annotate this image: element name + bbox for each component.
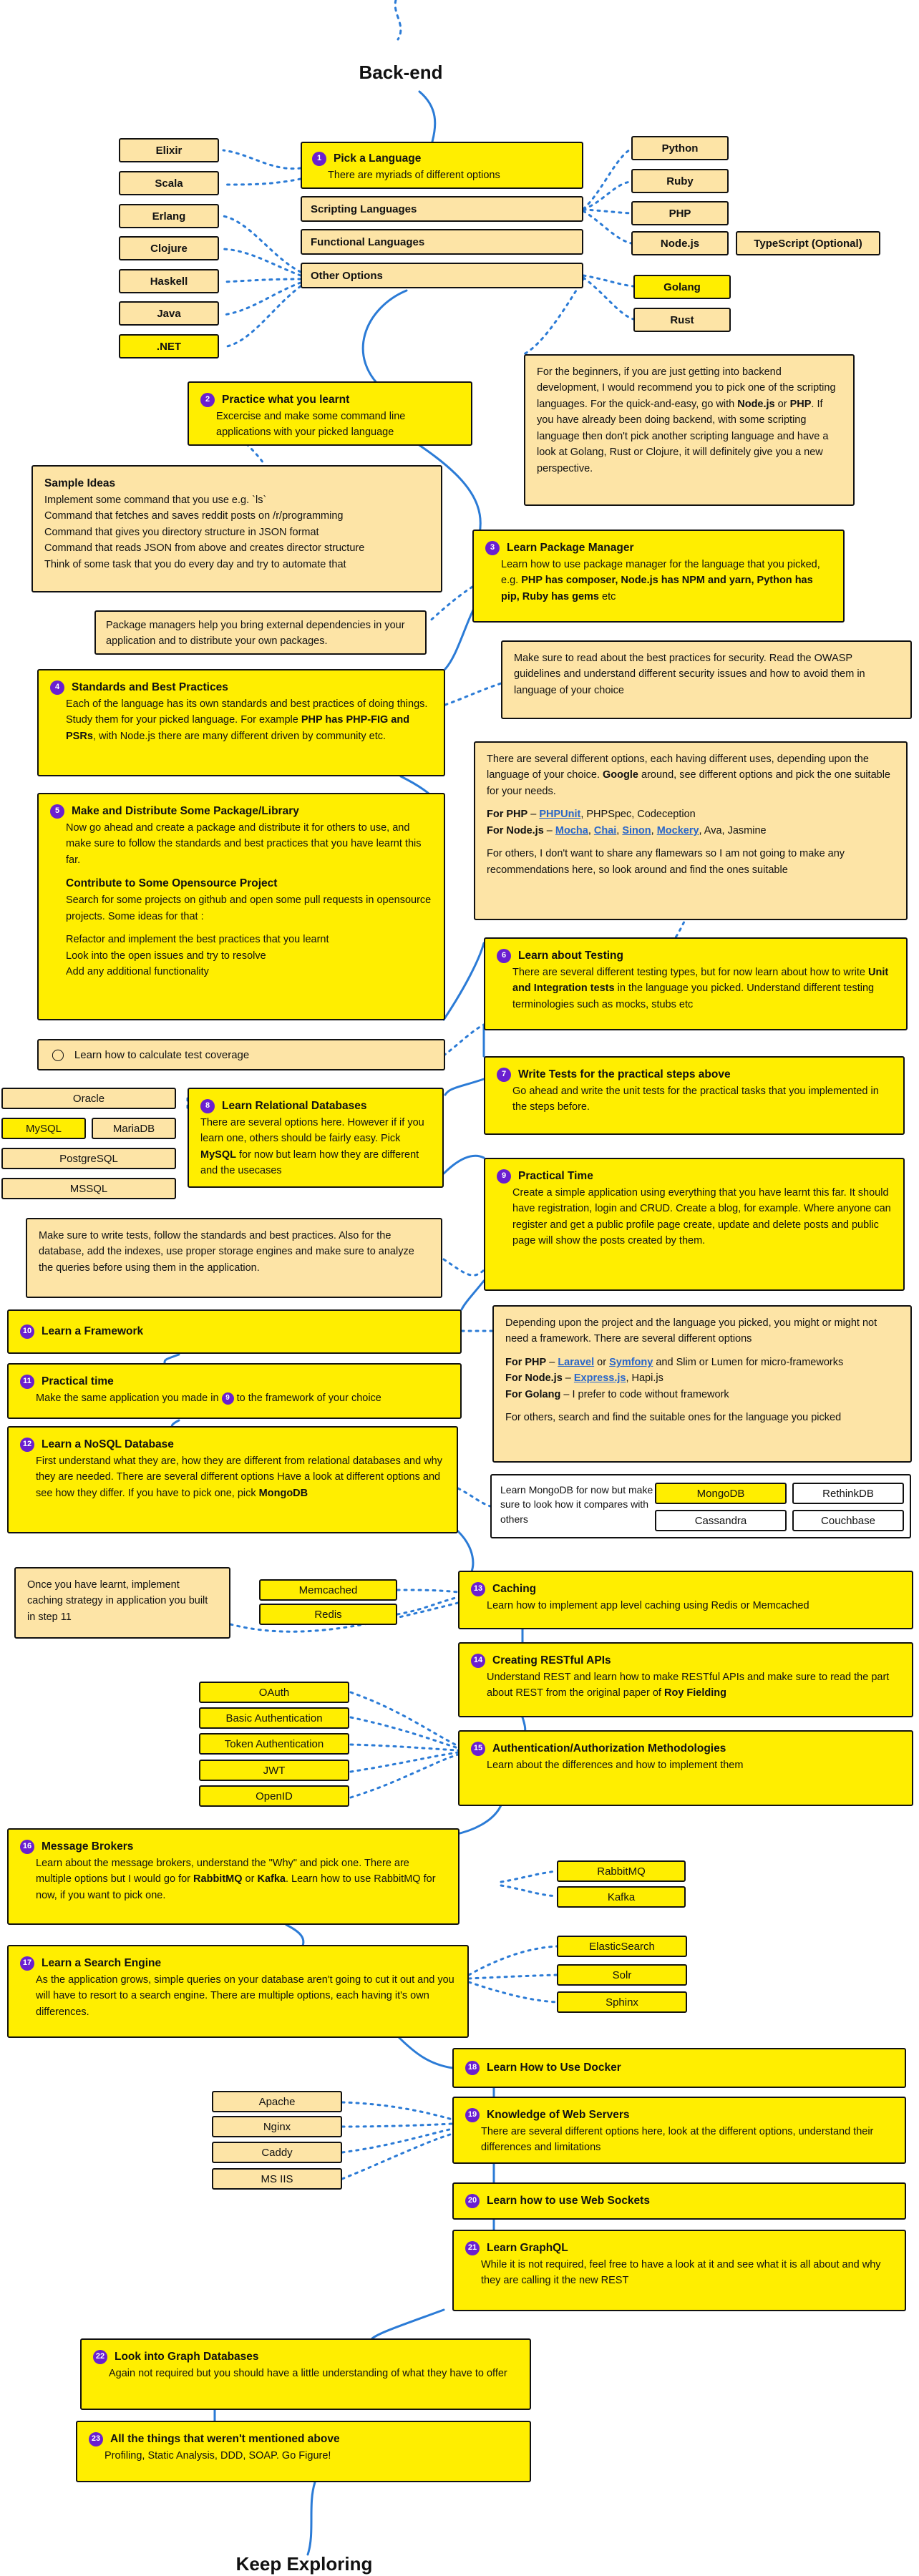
link-mocha[interactable]: Mocha <box>555 824 588 836</box>
path-17-to-18 <box>397 2036 452 2068</box>
auth-basic[interactable]: Basic Authentication <box>199 1707 349 1729</box>
step-number: 16 <box>20 1840 34 1854</box>
step-title: Standards and Best Practices <box>72 681 228 693</box>
dots-openid <box>351 1755 458 1797</box>
link-laravel[interactable]: Laravel <box>558 1356 595 1368</box>
path-1-to-2 <box>363 291 407 392</box>
step-description: There are several options here. However if if you learn one, others should be fairly easy. Pick MySQL for now but learn how they are different and the usecases <box>200 1117 424 1177</box>
node-framework-line: For Node.js – Express.js, Hapi.js <box>505 1372 663 1385</box>
framework-note <box>492 1305 912 1463</box>
other-options[interactable]: Other Options <box>301 263 583 288</box>
note-text: For the beginners, if you are just getting into backend development, I would recommend you to pick one of the scripting languages. For the quick-and-easy, go with Node.js or PHP. If you have already been doing backend, with some scripting language then don't pick another scripting language and have a look at Golang, Rust or Clojure, it will definitely give you a new perspective. <box>537 366 836 474</box>
dots-haskell <box>223 279 301 282</box>
step-title: Learn a Search Engine <box>42 1957 162 1969</box>
dots-kafka <box>501 1885 557 1896</box>
lang-php[interactable]: PHP <box>631 201 729 225</box>
step-3-package-manager[interactable] <box>472 530 845 623</box>
cache-redis[interactable]: Redis <box>259 1604 397 1625</box>
coverage-label: Learn how to calculate test coverage <box>74 1048 250 1061</box>
step-title: All the things that weren't mentioned above <box>110 2433 340 2445</box>
nosql-cassandra[interactable]: Cassandra <box>655 1510 787 1531</box>
step-title: Pick a Language <box>334 152 422 165</box>
opensource-idea: Refactor and implement the best practices that you learnt <box>66 934 329 946</box>
lang-java[interactable]: Java <box>119 301 219 326</box>
lightbulb-icon: ◯ <box>52 1049 64 1061</box>
idea-item: Think of some task that you do every day and try to automate that <box>44 558 346 570</box>
nosql-couchbase[interactable]: Couchbase <box>792 1510 904 1531</box>
step-title: Learn how to use Web Sockets <box>487 2195 650 2207</box>
step-11-practical-time[interactable] <box>7 1363 462 1419</box>
step-description: Go ahead and write the unit tests for the practical tasks that you implemented in the steps before. <box>512 1085 879 1113</box>
lang-ruby[interactable]: Ruby <box>631 169 729 193</box>
sample-ideas <box>31 465 442 592</box>
step-number: 20 <box>465 2194 480 2208</box>
db-mariadb[interactable]: MariaDB <box>92 1118 176 1139</box>
lang-haskell[interactable]: Haskell <box>119 269 219 293</box>
step-9-practical-time[interactable] <box>484 1158 905 1291</box>
dots-sphinx <box>469 1982 557 2002</box>
search-elasticsearch[interactable]: ElasticSearch <box>557 1936 687 1957</box>
step-number: 19 <box>465 2108 480 2122</box>
step-number: 23 <box>89 2432 103 2446</box>
server-caddy[interactable]: Caddy <box>212 2142 342 2163</box>
step-19-web-servers[interactable] <box>452 2097 906 2164</box>
dots-erlang <box>223 216 301 272</box>
note-intro: There are several different options, each having different uses, depending upon the language of your choice. Google around, see different options and pick the one suitable for your needs. <box>487 753 890 797</box>
dots-node <box>583 211 631 243</box>
dots-mongo <box>458 1488 490 1506</box>
dots-golang <box>583 275 633 286</box>
dots-elastic <box>469 1946 557 1975</box>
step-title: Learn a NoSQL Database <box>42 1438 174 1450</box>
step-number: 15 <box>471 1742 485 1756</box>
step-description: While it is not required, feel free to have a look at it and see what it is all about and why they are calling it the new REST <box>481 2259 881 2287</box>
lang-erlang[interactable]: Erlang <box>119 204 219 228</box>
server-apache[interactable]: Apache <box>212 2091 342 2112</box>
db-postgresql[interactable]: PostgreSQL <box>1 1148 176 1169</box>
step-description: Understand REST and learn how to make RESTful APIs and make sure to read the part about REST from the original paper of Roy Fielding <box>487 1672 890 1699</box>
step-description: Learn how to use package manager for the language that you picked, e.g. PHP has composer, Node.js has NPM and yarn, Python has pip, Ruby has gems etc <box>501 559 820 602</box>
db-oracle[interactable]: Oracle <box>1 1088 176 1109</box>
step-number: 6 <box>497 949 511 963</box>
sample-ideas-title: Sample Ideas <box>44 477 116 489</box>
step-description: Each of the language has its own standards and best practices of doing things. Study them for your picked language. For example PHP has PHP-FIG and PSRs, with Node.js there are many different driven by community etc. <box>66 698 428 742</box>
step-reference: 9 <box>222 1392 234 1405</box>
step-number: 14 <box>471 1654 485 1668</box>
step-description: There are several different testing types, but for now learn about how to write Unit and Integration tests in the language you picked. Understand different testing terminologies such as mocks, stubs etc <box>512 967 889 1010</box>
step-number: 17 <box>20 1956 34 1971</box>
opensource-title: Contribute to Some Opensource Project <box>66 877 278 890</box>
mongo-note: Learn MongoDB for now but make sure to look how it compares with others <box>500 1484 653 1525</box>
dots-elixir <box>223 150 301 169</box>
opensource-idea: Look into the open issues and try to resolve <box>66 950 266 962</box>
step-number: 5 <box>50 804 64 819</box>
dots-dbnote <box>444 1259 484 1275</box>
step-description: Learn how to implement app level caching using Redis or Memcached <box>487 1600 809 1612</box>
step-title: Look into Graph Databases <box>115 2351 259 2363</box>
path-title-to-1 <box>419 92 435 142</box>
dots-oauth <box>351 1692 458 1746</box>
step-title: Authentication/Authorization Methodologies <box>492 1742 726 1755</box>
broker-kafka[interactable]: Kafka <box>557 1886 686 1908</box>
step-number: 12 <box>20 1438 34 1452</box>
step-description: Profiling, Static Analysis, DDD, SOAP. Go Figure! <box>104 2450 331 2462</box>
node-testing-line: For Node.js – Mocha, Chai, Sinon, Mockery, Ava, Jasmine <box>487 824 767 836</box>
step-description: Learn about the differences and how to implement them <box>487 1760 744 1772</box>
server-msiis[interactable]: MS IIS <box>212 2168 342 2190</box>
step-16-message-brokers[interactable] <box>7 1828 460 1925</box>
auth-openid[interactable]: OpenID <box>199 1785 349 1807</box>
step-1-pick-language[interactable] <box>301 142 583 189</box>
dots-net <box>223 286 301 347</box>
step-number: 11 <box>20 1375 34 1389</box>
lang-scala[interactable]: Scala <box>119 171 219 195</box>
lang-clojure[interactable]: Clojure <box>119 236 219 260</box>
nosql-rethinkdb[interactable]: RethinkDB <box>792 1483 904 1504</box>
step-18-docker[interactable] <box>452 2048 906 2088</box>
step-number: 9 <box>497 1169 511 1184</box>
step-number: 8 <box>200 1099 215 1113</box>
auth-jwt[interactable]: JWT <box>199 1760 349 1781</box>
step-15-authentication[interactable] <box>458 1730 913 1806</box>
functional-languages[interactable]: Functional Languages <box>301 229 583 255</box>
idea-item: Implement some command that you use e.g. `ls` <box>44 494 267 507</box>
step-title: Write Tests for the practical steps above <box>518 1068 731 1080</box>
dots-memcached <box>397 1590 458 1592</box>
opensource-idea: Add any additional functionality <box>66 966 209 978</box>
php-testing-line: For PHP – PHPUnit, PHPSpec, Codeception <box>487 809 696 821</box>
step-17-search-engine[interactable] <box>7 1945 469 2038</box>
lang-elixir[interactable]: Elixir <box>119 138 219 162</box>
step-description: Make the same application you made in 9 to the framework of your choice <box>36 1392 381 1405</box>
path-7-to-8 <box>445 1079 484 1095</box>
server-nginx[interactable]: Nginx <box>212 2116 342 2137</box>
step-title: Learn GraphQL <box>487 2242 568 2254</box>
link-expressjs[interactable]: Express.js <box>573 1372 626 1385</box>
step-title: Make and Distribute Some Package/Library <box>72 805 299 817</box>
step-title: Learn How to Use Docker <box>487 2061 621 2074</box>
idea-item: Command that fetches and saves reddit posts on /r/programming <box>44 510 344 522</box>
step-description: There are myriads of different options <box>328 170 500 182</box>
lang-golang[interactable]: Golang <box>633 275 731 299</box>
auth-token[interactable]: Token Authentication <box>199 1733 349 1755</box>
step-6-testing[interactable] <box>484 937 908 1030</box>
step-number: 10 <box>20 1324 34 1339</box>
idea-item: Command that reads JSON from above and creates director structure <box>44 542 365 555</box>
lang-python[interactable]: Python <box>631 136 729 160</box>
step-14-restful-apis[interactable] <box>458 1642 913 1717</box>
go-framework-line: For Golang – I prefer to code without framework <box>505 1388 729 1400</box>
step-23-other-things[interactable] <box>76 2421 531 2482</box>
step-8-relational-databases[interactable] <box>188 1088 444 1188</box>
broker-rabbitmq[interactable]: RabbitMQ <box>557 1860 686 1882</box>
dots-jwt <box>351 1752 458 1772</box>
page-footer-title: Keep Exploring <box>235 2553 373 2575</box>
search-sphinx[interactable]: Sphinx <box>557 1991 687 2013</box>
step-title: Knowledge of Web Servers <box>487 2109 630 2121</box>
step-title: Practical time <box>42 1375 114 1387</box>
caching-note: Once you have learnt, implement caching strategy in application you built in step 11 <box>14 1567 230 1639</box>
step-7-write-tests[interactable] <box>484 1056 905 1135</box>
step-number: 4 <box>50 680 64 695</box>
path-21-to-22 <box>372 2310 444 2338</box>
step-title: Learn about Testing <box>518 950 623 962</box>
testing-frameworks-note <box>474 741 908 920</box>
path-top-dashed <box>395 0 401 39</box>
step-title: Practical Time <box>518 1170 593 1182</box>
link-chai[interactable]: Chai <box>593 824 617 836</box>
dots-scala <box>223 179 301 185</box>
dots-nginx <box>342 2124 452 2127</box>
step-4-standards[interactable] <box>37 669 445 776</box>
dots-rust <box>583 278 633 319</box>
step-description: Again not required but you should have a little understanding of what they have to offer <box>109 2368 507 2380</box>
dots-clojure <box>223 249 301 275</box>
path-5-to-6 <box>444 943 484 1020</box>
step-number: 2 <box>200 393 215 407</box>
step-10-framework[interactable] <box>7 1309 462 1354</box>
step-20-web-sockets[interactable] <box>452 2182 906 2220</box>
note-intro: Depending upon the project and the language you picked, you might or might not need a framework. There are several different options <box>505 1317 877 1345</box>
step-title: Caching <box>492 1583 537 1595</box>
path-9-to-10 <box>462 1281 484 1309</box>
cache-memcached[interactable]: Memcached <box>259 1579 397 1601</box>
dots-security <box>445 683 501 705</box>
path-23-to-end <box>308 2482 315 2555</box>
step-description: Now go ahead and create a package and distribute it for others to use, and make sure to follow the standards and best practices that you have learnt this far. <box>66 822 422 866</box>
step-title: Learn a Framework <box>42 1324 144 1337</box>
page-title: Back-end <box>359 62 443 83</box>
dots-python <box>583 149 631 209</box>
step-2-practice[interactable] <box>188 381 472 446</box>
auth-oauth[interactable]: OAuth <box>199 1682 349 1703</box>
step-number: 7 <box>497 1068 511 1082</box>
step-title: Message Brokers <box>42 1840 134 1853</box>
db-mysql[interactable]: MySQL <box>1 1118 86 1139</box>
step-5-package-library[interactable] <box>37 793 445 1020</box>
dots-java <box>223 283 301 315</box>
security-note: Make sure to read about the best practices for security. Read the OWASP guidelines and understand different security issues and how to avoid them in language of your choice <box>501 640 912 719</box>
dots-msiis <box>342 2134 452 2179</box>
package-manager-note: Package managers help you bring external dependencies in your application and to distribute your own packages. <box>94 610 427 655</box>
beginner-note <box>524 354 855 506</box>
dots-ruby <box>583 182 631 209</box>
test-coverage-tip[interactable] <box>37 1039 445 1070</box>
path-8-to-9 <box>444 1156 484 1174</box>
step-number: 18 <box>465 2061 480 2075</box>
step-title: Creating RESTful APIs <box>492 1654 611 1667</box>
lang-nodejs[interactable]: Node.js <box>631 231 729 255</box>
step-description: Create a simple application using everything that you have learnt this far. It should have registration, login and CRUD. Create a blog, for example. Where anyone can register and get a public profile page create, update and delete posts and public page will show the posts created by them. <box>512 1187 891 1247</box>
note-outro: For others, search and find the suitable ones for the language you picked <box>505 1412 842 1424</box>
php-framework-line: For PHP – Laravel or Symfony and Slim or Lumen for micro-frameworks <box>505 1356 844 1368</box>
dots-apache <box>342 2102 452 2119</box>
path-4-to-5 <box>401 776 429 794</box>
dots-basic <box>351 1717 458 1748</box>
note-outro: For others, I don't want to share any flamewars so I am not going to make any recommendations here, so look around and find the ones suitable <box>487 848 845 876</box>
nosql-mongodb[interactable]: MongoDB <box>655 1483 787 1504</box>
step-22-graph-databases[interactable] <box>80 2338 531 2410</box>
step-12-nosql[interactable] <box>7 1426 458 1533</box>
dots-php <box>583 210 631 213</box>
step-title: Learn Package Manager <box>507 542 634 554</box>
link-symfony[interactable]: Symfony <box>609 1356 653 1368</box>
step-number: 1 <box>312 152 326 166</box>
link-sinon[interactable]: Sinon <box>622 824 651 836</box>
step-number: 21 <box>465 2241 480 2255</box>
step-21-graphql[interactable] <box>452 2230 906 2311</box>
dots-beginner <box>524 279 583 354</box>
lang-dotnet[interactable]: .NET <box>119 334 219 358</box>
opensource-description: Search for some projects on github and open some pull requests in opensource projects. Some ideas for that : <box>66 894 432 922</box>
scripting-languages[interactable]: Scripting Languages <box>301 196 583 222</box>
search-solr[interactable]: Solr <box>557 1964 687 1986</box>
dots-token <box>351 1745 458 1750</box>
step-title: Learn Relational Databases <box>222 1100 367 1112</box>
lang-rust[interactable]: Rust <box>633 308 731 332</box>
idea-item: Command that gives you directory structure in JSON format <box>44 526 319 538</box>
step-number: 13 <box>471 1582 485 1596</box>
db-mssql[interactable]: MSSQL <box>1 1178 176 1199</box>
step-description: As the application grows, simple queries on your database aren't going to cut it out and you will have to resort to a search engine. There are multiple options, each having it's own differences. <box>36 1974 454 2018</box>
link-phpunit[interactable]: PHPUnit <box>539 809 581 821</box>
step-title: Practice what you learnt <box>222 394 350 406</box>
best-practices-note: Make sure to write tests, follow the standards and best practices. Also for the database, add the indexes, use proper storage engines and make sure to analyze the queries before using them in the application. <box>26 1218 442 1298</box>
dots-rabbit <box>501 1871 557 1882</box>
step-description: Learn about the message brokers, understand the "Why" and pick one. There are multiple options but I would go for RabbitMQ or Kafka. Learn how to use RabbitMQ for now, if you want to pick one. <box>36 1858 436 1901</box>
step-description: Excercise and make some command line applications with your picked language <box>216 411 406 439</box>
step-number: 22 <box>93 2350 107 2364</box>
link-mockery[interactable]: Mockery <box>656 824 699 836</box>
dots-solr <box>469 1975 557 1979</box>
lang-typescript[interactable]: TypeScript (Optional) <box>736 231 880 255</box>
step-number: 3 <box>485 541 500 555</box>
dots-coverage <box>444 1025 484 1055</box>
step-13-caching[interactable] <box>458 1571 913 1629</box>
path-10-to-11 <box>165 1355 179 1363</box>
step-description: There are several different options here, look at the different options, understand their differences and limitations <box>481 2126 874 2154</box>
step-description: First understand what they are, how they are different from relational databases and why they are needed. There are several different options Have a look at different options and see how they differ. If you have to pick one, pick MongoDB <box>36 1455 442 1499</box>
